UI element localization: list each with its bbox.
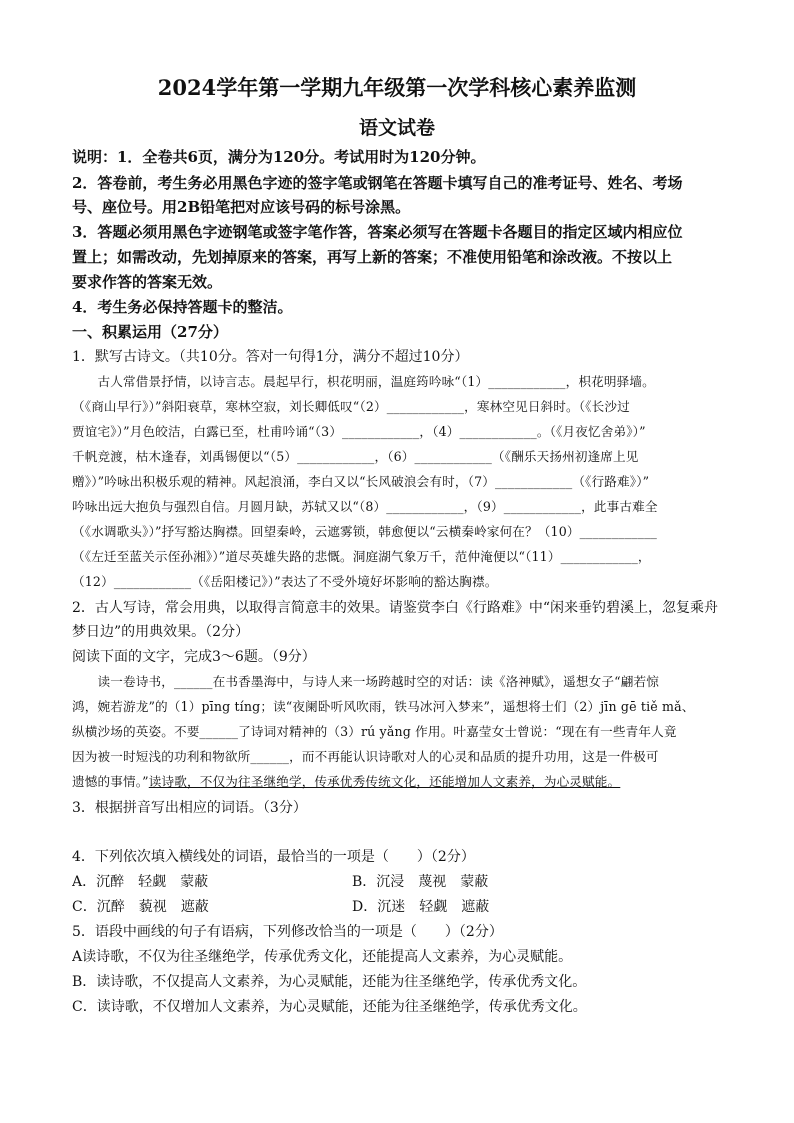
instruction-line: 3．答题必须用黑色字迹钢笔或签字笔作答，答案必须写在答题卡各题目的指定区域内相应位 bbox=[72, 223, 683, 241]
reading-line: 因为被一时短浅的功利和物欲所______，而不再能认识诗歌对人的心灵和品质的提升功用，这是一件极可 bbox=[72, 749, 659, 764]
option-c: C．读诗歌，不仅增加人文素养，为心灵赋能，还能为往圣继绝学，传承优秀文化。 bbox=[72, 999, 587, 1015]
reading-line-last bbox=[72, 772, 724, 792]
instruction-line: 说明：1．全卷共6页，满分为120分。考试用时为120分钟。 bbox=[72, 148, 486, 166]
question-2-line: 梦日边”的用典效果。（2分） bbox=[72, 624, 250, 640]
question-1-line: （《水调歌头》）”抒写豁达胸襟。回望秦岭，云遮雾锁，韩愈便以“云横秦岭家何在？（10）____________ bbox=[72, 524, 657, 539]
underlined-sentence: 读诗歌，不仅为往圣继绝学，传承优秀传统文化，还能增加人文素养，为心灵赋能。 bbox=[148, 774, 621, 789]
question-1-line: 千帆竞渡，枯木逢春，刘禹锡便以“（5）____________，（6）____________（《酬乐天扬州初逢席上见 bbox=[72, 449, 639, 464]
question-1-line: 吟咏出远大抱负与强烈自信。月圆月缺，苏轼又以“（8）____________，（9）____________，此事古难全 bbox=[72, 499, 658, 514]
question-1-line: （12）____________（《岳阳楼记》）”表达了不受外境好坏影响的豁达胸襟。 bbox=[72, 574, 498, 589]
question-2-line: 2．古人写诗，常会用典，以取得言简意丰的效果。请鉴赏李白《行路难》中“闲来垂钓碧溪上，忽复乘舟 bbox=[72, 600, 719, 616]
instruction-line: 要求作答的答案无效。 bbox=[72, 273, 223, 291]
option-b: B．读诗歌，不仅提高人文素养，为心灵赋能，还能为往圣继绝学，传承优秀文化。 bbox=[72, 974, 587, 990]
option-b: B．沉浸 蔑视 蒙蔽 bbox=[352, 874, 489, 890]
reading-line: 读一卷诗书，______在书香墨海中，与诗人来一场跨越时空的对话：读《洛神赋》，遥想女子“翩若惊 bbox=[72, 674, 659, 689]
reading-line-text: 遗憾的事情。” bbox=[72, 774, 149, 789]
instruction-line: 号、座位号。用2B铅笔把对应该号码的标号涂黑。 bbox=[72, 198, 411, 216]
question-4-prompt: 4．下列依次填入横线处的词语，最恰当的一项是（ ）（2分） bbox=[72, 849, 475, 865]
question-4-options-row bbox=[72, 897, 724, 917]
question-1-line: 赠》）”吟咏出积极乐观的精神。风起浪涌，李白又以“长风破浪会有时，（7）____________（《行路难》）” bbox=[72, 474, 650, 489]
instruction-line: 4．考生务必保持答题卡的整洁。 bbox=[72, 298, 293, 316]
question-1-line: （《商山早行》）”斜阳衰草，寒林空寂，刘长卿低叹“（2）____________，寒林空见日斜时。（《长沙过 bbox=[72, 399, 630, 414]
question-4-options-row bbox=[72, 872, 724, 892]
question-3-prompt: 3．根据拼音写出相应的词语。（3分） bbox=[72, 800, 307, 816]
question-5-prompt: 5．语段中画线的句子有语病，下列修改恰当的一项是（ ）（2分） bbox=[72, 924, 503, 940]
reading-line: 纵横沙场的英姿。不要______了诗词对精神的（3）rú yǎng 作用。叶嘉莹女士曾说：“现在有一些青年人竟 bbox=[72, 724, 677, 739]
question-1-line: 贾谊宅》）”月色皎洁，白露已至，杜甫吟诵“（3）____________，（4）____________。（《月夜忆舍弟》）” bbox=[72, 424, 646, 439]
option-a: A读诗歌，不仅为往圣继绝学，传承优秀文化，还能提高人文素养，为心灵赋能。 bbox=[72, 949, 573, 965]
question-1-line: （《左迁至蓝关示侄孙湘》）”道尽英雄失路的悲慨。洞庭湖气象万千，范仲淹便以“（11）____________， bbox=[72, 549, 651, 564]
instruction-line: 置上；如需改动，先划掉原来的答案，再写上新的答案；不准使用铅笔和涂改液。不按以上 bbox=[72, 248, 673, 266]
option-c: C．沉醉 藐视 遮蔽 bbox=[72, 899, 209, 915]
question-1-line: 古人常借景抒情，以诗言志。晨起早行，枳花明丽，温庭筠吟咏“（1）____________，枳花明驿墙。 bbox=[72, 374, 655, 389]
option-a: A．沉醉 轻觑 蒙蔽 bbox=[72, 874, 209, 890]
section-heading: 一、积累运用（27分） bbox=[72, 323, 228, 341]
exam-title: 2024学年第一学期九年级第一次学科核心素养监测 bbox=[157, 75, 637, 100]
exam-subtitle: 语文试卷 bbox=[358, 117, 435, 139]
reading-intro: 阅读下面的文字，完成3～6题。（9分） bbox=[72, 649, 316, 665]
reading-line: 鸿，婉若游龙”的（1）pīng tíng；读“夜阑卧听风吹雨，铁马冰河入梦来”，遥想将士们（2）jīn gē tiě mǎ、 bbox=[72, 699, 695, 714]
question-1-prompt: 1．默写古诗文。（共10分。答对一句得1分，满分不超过10分） bbox=[72, 349, 469, 365]
instruction-line: 2．答卷前，考生务必用黑色字迹的签字笔或钢笔在答题卡填写自己的准考证号、姓名、考场 bbox=[72, 174, 683, 192]
option-d: D．沉迷 轻觑 遮蔽 bbox=[352, 899, 490, 915]
